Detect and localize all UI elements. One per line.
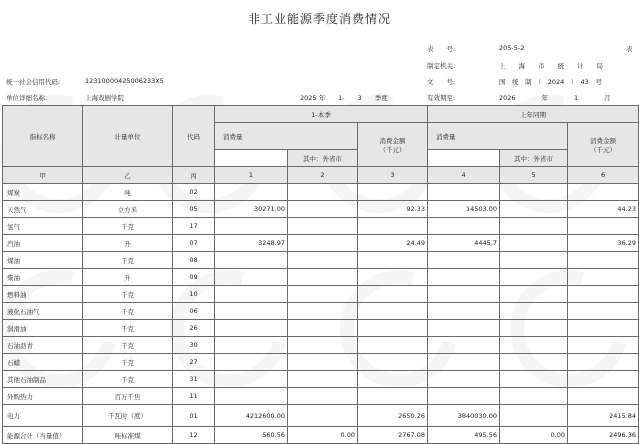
row-code-cell[interactable]: 12 <box>173 427 215 444</box>
current-consumption-cell[interactable]: 4212600.00 <box>215 405 288 427</box>
prior-amount-cell[interactable]: 36.29 <box>568 235 639 252</box>
current-amount-cell[interactable] <box>358 252 428 269</box>
current-consumption-cell[interactable] <box>215 371 288 388</box>
current-blank <box>215 150 288 167</box>
row-unit-cell: 千克 <box>83 371 173 388</box>
current-consumption-cell[interactable] <box>215 388 288 405</box>
prior-consumption-cell[interactable] <box>428 269 500 286</box>
prior-nonlocal-cell[interactable] <box>500 218 568 235</box>
authority-value: 上 海 市 统 计 局 <box>499 62 603 70</box>
row-name-cell: 氢气 <box>3 218 83 235</box>
row-code-cell[interactable]: 11 <box>173 388 215 405</box>
row-code-cell[interactable]: 02 <box>173 184 215 201</box>
current-amount-header <box>358 123 428 167</box>
row-code-cell[interactable]: 10 <box>173 286 215 303</box>
current-amount-cell[interactable] <box>358 320 428 337</box>
prior-amount-header <box>568 123 639 167</box>
prior-nonlocal-cell[interactable] <box>500 371 568 388</box>
row-name-cell: 燃料油 <box>3 286 83 303</box>
prior-consumption-cell[interactable] <box>428 320 500 337</box>
current-consumption-header: 消费量 <box>215 123 358 150</box>
row-name-cell: 能源合计（当量值） <box>3 427 83 444</box>
row-name-cell: 其他石油制品 <box>3 371 83 388</box>
prior-consumption-cell[interactable] <box>428 184 500 201</box>
table-row <box>3 184 639 201</box>
current-nonlocal-cell[interactable] <box>288 235 358 252</box>
current-consumption-cell[interactable] <box>215 184 288 201</box>
row-unit-cell: 千克 <box>83 303 173 320</box>
current-consumption-cell[interactable] <box>215 286 288 303</box>
current-amount-cell[interactable] <box>358 371 428 388</box>
row-code-cell[interactable]: 26 <box>173 320 215 337</box>
prior-nonlocal-cell[interactable] <box>500 354 568 371</box>
prior-nonlocal-cell[interactable] <box>500 201 568 218</box>
prior-amount-cell[interactable]: 44.23 <box>568 201 639 218</box>
prior-nonlocal-cell[interactable] <box>500 337 568 354</box>
row-name-cell: 煤油 <box>3 252 83 269</box>
prior-blank <box>428 150 500 167</box>
unit-name-label: 单位详细名称: <box>6 94 48 102</box>
current-consumption-cell[interactable]: 3248.97 <box>215 235 288 252</box>
row-code-cell[interactable]: 17 <box>173 218 215 235</box>
prior-amount-cell[interactable] <box>568 286 639 303</box>
prior-amount-cell[interactable] <box>568 184 639 201</box>
current-nonlocal-header: 其中：外省市 <box>288 150 358 167</box>
row-unit-cell: 升 <box>83 269 173 286</box>
row-name-cell: 液化石油气 <box>3 303 83 320</box>
table-row <box>3 286 639 303</box>
prior-nonlocal-cell[interactable] <box>500 269 568 286</box>
prior-nonlocal-cell[interactable] <box>500 252 568 269</box>
current-consumption-cell[interactable] <box>215 320 288 337</box>
current-amount-cell[interactable] <box>358 269 428 286</box>
row-name-cell: 柴油 <box>3 269 83 286</box>
row-unit-cell: 千克 <box>83 286 173 303</box>
prior-nonlocal-cell[interactable] <box>500 286 568 303</box>
authority-label: 制定机关: <box>427 62 456 70</box>
table-row <box>3 337 639 354</box>
row-code-cell[interactable]: 08 <box>173 252 215 269</box>
reporting-period: 2025 年 1- 3 季度 <box>300 94 388 102</box>
row-unit-cell: 千克 <box>83 218 173 235</box>
current-amount-cell[interactable] <box>358 184 428 201</box>
table-row <box>3 354 639 371</box>
current-consumption-cell[interactable] <box>215 269 288 286</box>
row-unit-cell: 吨 <box>83 184 173 201</box>
current-amount-cell[interactable]: 24.49 <box>358 235 428 252</box>
table-no-label: 表 号: <box>427 45 456 53</box>
current-consumption-cell[interactable] <box>215 303 288 320</box>
current-amount-cell[interactable] <box>358 388 428 405</box>
current-consumption-cell[interactable]: 30271.00 <box>215 201 288 218</box>
table-row <box>3 320 639 337</box>
row-name-cell: 润滑油 <box>3 320 83 337</box>
prior-consumption-cell[interactable] <box>428 286 500 303</box>
current-nonlocal-cell[interactable] <box>288 320 358 337</box>
prior-nonlocal-cell[interactable] <box>500 320 568 337</box>
prior-year-header: 上年同期 <box>428 106 639 123</box>
valid-until-value: 2026 年 1 月 <box>499 94 611 102</box>
row-unit-cell: 千克 <box>83 337 173 354</box>
row-unit-cell: 千瓦时（度） <box>83 405 173 427</box>
current-amount-cell[interactable]: 92.33 <box>358 201 428 218</box>
current-nonlocal-cell[interactable] <box>288 405 358 427</box>
row-name-cell: 石蜡 <box>3 354 83 371</box>
row-unit-cell: 吨标准煤 <box>83 427 173 444</box>
credit-code-value: 12310000425006233X5 <box>85 77 164 85</box>
index-cell: 乙 <box>83 167 173 184</box>
index-cell: 3 <box>358 167 428 184</box>
unit-name-value: 上海戏剧学院 <box>85 94 124 102</box>
current-nonlocal-cell[interactable] <box>288 218 358 235</box>
row-code-cell[interactable]: 09 <box>173 269 215 286</box>
prior-nonlocal-cell[interactable] <box>500 405 568 427</box>
row-name-cell: 石油沥青 <box>3 337 83 354</box>
row-name-cell: 电力 <box>3 405 83 427</box>
current-quarter-header: 1-本季 <box>215 106 428 123</box>
index-cell: 4 <box>428 167 500 184</box>
row-code-cell[interactable]: 01 <box>173 405 215 427</box>
current-nonlocal-cell[interactable] <box>288 269 358 286</box>
current-nonlocal-cell[interactable] <box>288 252 358 269</box>
row-name-cell: 煤炭 <box>3 184 83 201</box>
credit-code-label: 统一社会信用代码: <box>6 78 61 86</box>
current-consumption-cell[interactable] <box>215 218 288 235</box>
current-amount-cell[interactable] <box>358 337 428 354</box>
col-unit-header: 计量单位 <box>83 106 173 167</box>
current-consumption-cell[interactable] <box>215 337 288 354</box>
current-amount-cell[interactable]: 2650.26 <box>358 405 428 427</box>
current-amount-cell[interactable]: 2767.08 <box>358 427 428 444</box>
prior-consumption-header: 消费量 <box>428 123 568 150</box>
index-row <box>3 167 639 184</box>
page-title: 非工业能源季度消费情况 <box>247 12 391 26</box>
prior-amount-cell[interactable] <box>568 269 639 286</box>
row-code-cell[interactable]: 31 <box>173 371 215 388</box>
row-unit-cell: 百万千焦 <box>83 388 173 405</box>
header-row-group <box>3 106 639 123</box>
row-unit-cell: 千克 <box>83 320 173 337</box>
index-cell: 2 <box>288 167 358 184</box>
prior-consumption-cell[interactable]: 14503.00 <box>428 201 500 218</box>
row-unit-cell: 升 <box>83 235 173 252</box>
current-consumption-cell[interactable] <box>215 252 288 269</box>
row-name-cell: 外购热力 <box>3 388 83 405</box>
row-code-cell[interactable]: 07 <box>173 235 215 252</box>
prior-amount-cell[interactable] <box>568 252 639 269</box>
doc-no-label: 文 号: <box>427 78 456 86</box>
prior-nonlocal-cell[interactable] <box>500 303 568 320</box>
energy-consumption-table <box>2 105 639 444</box>
row-code-cell[interactable]: 30 <box>173 337 215 354</box>
table-row <box>3 388 639 405</box>
current-nonlocal-cell[interactable] <box>288 303 358 320</box>
row-code-cell[interactable]: 05 <box>173 201 215 218</box>
prior-consumption-cell[interactable] <box>428 371 500 388</box>
table-row <box>3 218 639 235</box>
prior-consumption-cell[interactable] <box>428 388 500 405</box>
current-amount-cell[interactable] <box>358 218 428 235</box>
row-name-cell: 天然气 <box>3 201 83 218</box>
prior-consumption-cell[interactable] <box>428 218 500 235</box>
index-cell: 丙 <box>173 167 215 184</box>
prior-amount-cell[interactable] <box>568 337 639 354</box>
prior-amount-cell[interactable]: 2415.84 <box>568 405 639 427</box>
prior-nonlocal-header: 其中：外省市 <box>500 150 568 167</box>
row-unit-cell: 千克 <box>83 252 173 269</box>
table-row <box>3 235 639 252</box>
current-nonlocal-cell[interactable] <box>288 354 358 371</box>
prior-amount-cell[interactable] <box>568 303 639 320</box>
valid-until-label: 有效期至: <box>427 94 456 102</box>
current-amount-cell[interactable] <box>358 303 428 320</box>
table-row <box>3 252 639 269</box>
table-row <box>3 201 639 218</box>
prior-amount-cell[interactable] <box>568 354 639 371</box>
table-no-suffix: 表 <box>626 45 633 53</box>
prior-nonlocal-cell[interactable] <box>500 388 568 405</box>
prior-consumption-cell[interactable]: 4445.7 <box>428 235 500 252</box>
index-cell: 6 <box>568 167 639 184</box>
prior-nonlocal-cell[interactable]: 0.00 <box>500 427 568 444</box>
amount-unit: （千元） <box>590 145 617 154</box>
prior-consumption-cell[interactable] <box>428 252 500 269</box>
current-nonlocal-cell[interactable]: 0.00 <box>288 427 358 444</box>
current-consumption-cell[interactable]: 560.56 <box>215 427 288 444</box>
prior-nonlocal-cell[interactable] <box>500 235 568 252</box>
row-code-cell[interactable]: 27 <box>173 354 215 371</box>
prior-consumption-cell[interactable]: 495.56 <box>428 427 500 444</box>
row-code-cell[interactable]: 06 <box>173 303 215 320</box>
amount-unit: （千元） <box>379 145 406 154</box>
table-row <box>3 269 639 286</box>
current-amount-cell[interactable] <box>358 286 428 303</box>
prior-consumption-cell[interactable] <box>428 303 500 320</box>
table-row <box>3 405 639 427</box>
amount-label: 消费金额 <box>590 136 617 145</box>
current-nonlocal-cell[interactable] <box>288 371 358 388</box>
current-nonlocal-cell[interactable] <box>288 286 358 303</box>
prior-amount-cell[interactable] <box>568 388 639 405</box>
current-nonlocal-cell[interactable] <box>288 201 358 218</box>
table-row <box>3 303 639 320</box>
current-nonlocal-cell[interactable] <box>288 388 358 405</box>
current-nonlocal-cell[interactable] <box>288 184 358 201</box>
prior-consumption-cell[interactable]: 3840030.00 <box>428 405 500 427</box>
prior-amount-cell[interactable] <box>568 320 639 337</box>
amount-label: 消费金额 <box>379 136 406 145</box>
prior-nonlocal-cell[interactable] <box>500 184 568 201</box>
doc-no-value: 国 统 制 （ 2024 ） 43 号 <box>499 78 602 86</box>
row-name-cell: 汽油 <box>3 235 83 252</box>
row-unit-cell: 千克 <box>83 354 173 371</box>
prior-amount-cell[interactable] <box>568 218 639 235</box>
prior-amount-cell[interactable]: 2496.36 <box>568 427 639 444</box>
prior-amount-cell[interactable] <box>568 371 639 388</box>
current-nonlocal-cell[interactable] <box>288 337 358 354</box>
prior-consumption-cell[interactable] <box>428 337 500 354</box>
index-cell: 1 <box>215 167 288 184</box>
table-row <box>3 371 639 388</box>
col-code-header: 代码 <box>173 106 215 167</box>
current-consumption-cell[interactable] <box>215 354 288 371</box>
current-amount-cell[interactable] <box>358 354 428 371</box>
table-no-value: 205-5-2 <box>499 44 525 52</box>
index-cell: 甲 <box>3 167 83 184</box>
table-row <box>3 427 639 444</box>
row-unit-cell: 立方米 <box>83 201 173 218</box>
prior-consumption-cell[interactable] <box>428 354 500 371</box>
col-name-header: 指标名称 <box>3 106 83 167</box>
index-cell: 5 <box>500 167 568 184</box>
